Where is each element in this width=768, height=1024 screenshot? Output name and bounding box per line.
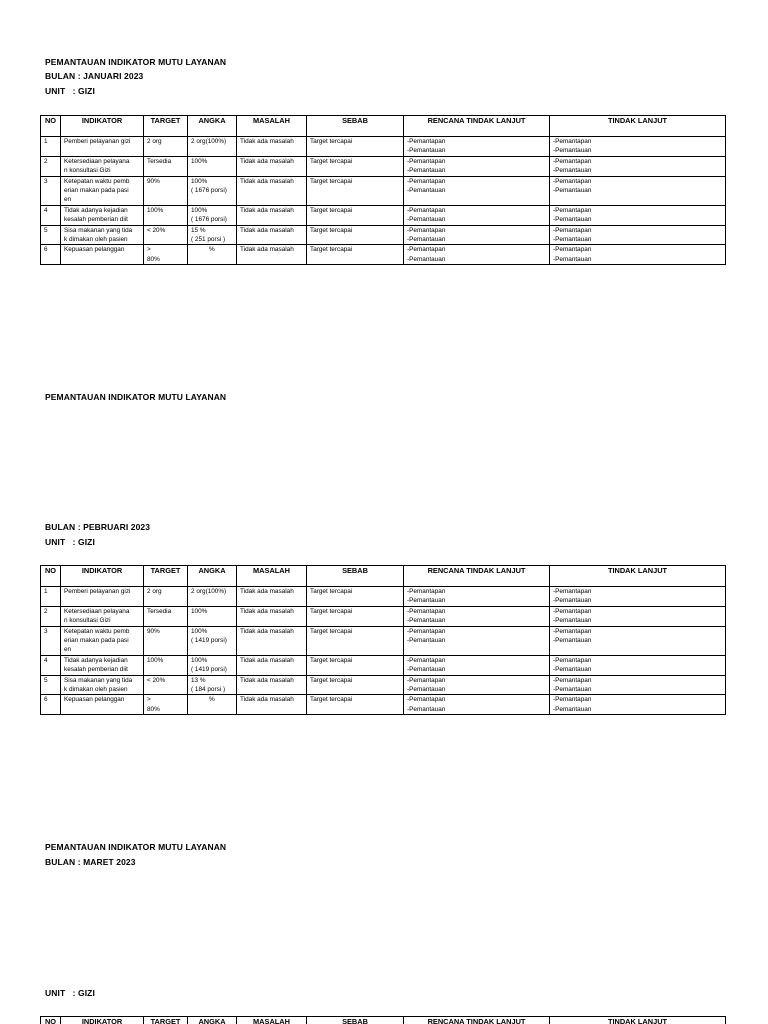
- cell-angka: [188, 626, 237, 655]
- cell-target: [144, 606, 188, 626]
- cell-line: -Pemantauan: [553, 617, 592, 625]
- cell-line: Tersedia: [147, 607, 172, 615]
- cell-masalah: Tidak ada masalah: [237, 655, 307, 675]
- cell-sebab: Target tercapai: [307, 176, 404, 205]
- cell-sebab: Target tercapai: [307, 606, 404, 626]
- cell-line: Tidak adanya kejadian: [64, 656, 128, 664]
- report-unit-february: UNIT : GIZI: [45, 537, 95, 547]
- cell-line: -Pemantauan: [553, 597, 592, 605]
- cell-target: [144, 675, 188, 695]
- table-row: [41, 587, 726, 607]
- cell-angka: [188, 675, 237, 695]
- header-indikator: INDIKATOR: [61, 1017, 144, 1024]
- cell-line: Sisa makanan yang tida: [64, 226, 133, 234]
- cell-line: ( 1419 porsi): [191, 666, 227, 674]
- cell-line: Tidak adanya kejadian: [64, 206, 128, 214]
- cell-target: [144, 137, 188, 157]
- cell-line: >: [147, 696, 151, 704]
- cell-line: -Pemantauan: [553, 216, 592, 224]
- cell-line: en: [64, 196, 72, 204]
- header-rencana-tindak-lanjut: RENCANA TINDAK LANJUT: [404, 1017, 550, 1024]
- cell-target: [144, 587, 188, 607]
- cell-line: -Pemantapan: [407, 607, 446, 615]
- cell-line: -Pemantapan: [553, 607, 592, 615]
- table-row: [41, 626, 726, 655]
- cell-line: 100%: [191, 206, 208, 214]
- table-row: [41, 225, 726, 245]
- cell-line: Ketersediaan pelayana: [64, 157, 130, 165]
- cell-indikator: [61, 156, 144, 176]
- cell-no: 1: [41, 137, 61, 157]
- cell-no: 6: [41, 245, 61, 265]
- header-angka: ANGKA: [188, 116, 237, 137]
- header-target: TARGET: [144, 566, 188, 587]
- cell-line: -Pemantapan: [553, 246, 592, 254]
- table-row: [41, 245, 726, 265]
- cell-rencana-tindak-lanjut: [404, 655, 550, 675]
- cell-line: -Pemantapan: [407, 246, 446, 254]
- cell-rencana-tindak-lanjut: [404, 176, 550, 205]
- cell-line: -Pemantauan: [553, 187, 592, 195]
- cell-tindak-lanjut: [550, 606, 726, 626]
- cell-line: -Pemantapan: [553, 676, 592, 684]
- cell-sebab: Target tercapai: [307, 675, 404, 695]
- cell-line: Tersedia: [147, 157, 172, 165]
- cell-line: Kepuasan pelanggan: [64, 696, 125, 704]
- cell-rencana-tindak-lanjut: [404, 675, 550, 695]
- cell-target: [144, 695, 188, 715]
- cell-tindak-lanjut: [550, 655, 726, 675]
- cell-rencana-tindak-lanjut: [404, 695, 550, 715]
- cell-tindak-lanjut: [550, 587, 726, 607]
- cell-masalah: Tidak ada masalah: [237, 176, 307, 205]
- report-unit-january: UNIT : GIZI: [45, 86, 95, 96]
- cell-line: -Pemantapan: [407, 138, 446, 145]
- header-sebab: SEBAB: [307, 116, 404, 137]
- cell-line: -Pemantauan: [407, 187, 446, 195]
- cell-rencana-tindak-lanjut: [404, 156, 550, 176]
- header-no-line: O: [50, 1017, 57, 1024]
- cell-angka: [188, 137, 237, 157]
- indicator-table-march: [40, 1016, 726, 1024]
- cell-masalah: Tidak ada masalah: [237, 626, 307, 655]
- table-row: [41, 156, 726, 176]
- cell-line: -Pemantapan: [553, 157, 592, 165]
- cell-target: [144, 626, 188, 655]
- cell-line: -Pemantauan: [553, 236, 592, 244]
- cell-line: 15 %: [191, 226, 206, 234]
- cell-line: Ketersediaan pelayana: [64, 607, 130, 615]
- cell-indikator: [61, 626, 144, 655]
- cell-line: -Pemantauan: [553, 147, 592, 155]
- cell-rencana-tindak-lanjut: [404, 245, 550, 265]
- report-unit-march: UNIT : GIZI: [45, 988, 95, 998]
- cell-no: 6: [41, 695, 61, 715]
- cell-line: < 20%: [147, 226, 166, 234]
- cell-line: 2 org(100%): [191, 588, 227, 595]
- cell-target: [144, 205, 188, 225]
- cell-tindak-lanjut: [550, 156, 726, 176]
- cell-no: 5: [41, 675, 61, 695]
- table-header-row: [41, 116, 726, 137]
- cell-line: -Pemantapan: [553, 226, 592, 234]
- header-masalah: MASALAH: [237, 116, 307, 137]
- header-indikator: INDIKATOR: [61, 116, 144, 137]
- cell-target: [144, 156, 188, 176]
- cell-line: -Pemantapan: [553, 656, 592, 664]
- cell-line: Pemberi pelayanan gizi: [64, 138, 131, 145]
- header-tindak-lanjut: TINDAK LANJUT: [550, 1017, 726, 1024]
- cell-line: Sisa makanan yang tida: [64, 676, 133, 684]
- table-row: [41, 137, 726, 157]
- header-no: [41, 1017, 61, 1024]
- cell-indikator: [61, 205, 144, 225]
- cell-indikator: [61, 245, 144, 265]
- cell-masalah: Tidak ada masalah: [237, 695, 307, 715]
- table-header-row: [41, 566, 726, 587]
- cell-line: -Pemantauan: [407, 147, 446, 155]
- cell-line: 90%: [147, 177, 160, 185]
- cell-tindak-lanjut: [550, 225, 726, 245]
- cell-no: 2: [41, 606, 61, 626]
- cell-line: kesalah pemberian diit: [64, 216, 128, 224]
- cell-line: 100%: [191, 177, 208, 185]
- cell-masalah: Tidak ada masalah: [237, 137, 307, 157]
- cell-sebab: Target tercapai: [307, 626, 404, 655]
- header-sebab: SEBAB: [307, 1017, 404, 1024]
- cell-line: -Pemantauan: [553, 167, 592, 175]
- cell-masalah: Tidak ada masalah: [237, 606, 307, 626]
- cell-line: 100%: [147, 656, 164, 664]
- cell-tindak-lanjut: [550, 137, 726, 157]
- cell-line: 100%: [147, 206, 164, 214]
- cell-line: 80%: [147, 705, 160, 713]
- cell-masalah: Tidak ada masalah: [237, 675, 307, 695]
- cell-line: Ketepatan waktu pemb: [64, 177, 130, 185]
- cell-masalah: Tidak ada masalah: [237, 156, 307, 176]
- cell-line: ( 1419 porsi): [191, 637, 227, 645]
- header-no-line: N: [44, 566, 51, 575]
- cell-line: < 20%: [147, 676, 166, 684]
- cell-masalah: Tidak ada masalah: [237, 225, 307, 245]
- cell-target: [144, 655, 188, 675]
- cell-line: -Pemantauan: [407, 216, 446, 224]
- header-no: [41, 116, 61, 137]
- cell-indikator: [61, 675, 144, 695]
- cell-line: -Pemantapan: [553, 177, 592, 185]
- header-rencana-tindak-lanjut: RENCANA TINDAK LANJUT: [404, 116, 550, 137]
- cell-angka: [188, 606, 237, 626]
- cell-indikator: [61, 137, 144, 157]
- header-masalah: MASALAH: [237, 1017, 307, 1024]
- header-rencana-tindak-lanjut: RENCANA TINDAK LANJUT: [404, 566, 550, 587]
- cell-target: [144, 245, 188, 265]
- cell-no: 5: [41, 225, 61, 245]
- cell-angka: [188, 245, 237, 265]
- table-row: [41, 675, 726, 695]
- cell-line: 90%: [147, 627, 160, 635]
- cell-angka: [188, 655, 237, 675]
- cell-no: 4: [41, 205, 61, 225]
- cell-sebab: Target tercapai: [307, 245, 404, 265]
- cell-line: Kepuasan pelanggan: [64, 246, 125, 254]
- cell-line: -Pemantapan: [553, 138, 592, 145]
- cell-line: -Pemantauan: [553, 637, 592, 645]
- cell-line: 100%: [191, 627, 208, 635]
- cell-line: -Pemantapan: [407, 696, 446, 704]
- table-header-row: [41, 1017, 726, 1024]
- header-target: TARGET: [144, 116, 188, 137]
- cell-line: -Pemantauan: [407, 236, 446, 244]
- indicator-table-march-clip: [0, 1016, 768, 1024]
- cell-line: -Pemantapan: [553, 627, 592, 635]
- header-no-line: N: [44, 116, 51, 125]
- cell-line: Ketepatan waktu pemb: [64, 627, 130, 635]
- cell-line: -Pemantapan: [553, 696, 592, 704]
- table-row: [41, 655, 726, 675]
- cell-sebab: Target tercapai: [307, 587, 404, 607]
- cell-rencana-tindak-lanjut: [404, 205, 550, 225]
- cell-sebab: Target tercapai: [307, 205, 404, 225]
- header-indikator: INDIKATOR: [61, 566, 144, 587]
- cell-line: ( 1676 porsi): [191, 216, 227, 224]
- indicator-table-january: [40, 115, 726, 265]
- cell-tindak-lanjut: [550, 176, 726, 205]
- cell-line: erian makan pada pasi: [64, 187, 129, 195]
- cell-line: -Pemantapan: [407, 656, 446, 664]
- table-row: [41, 606, 726, 626]
- cell-sebab: Target tercapai: [307, 655, 404, 675]
- cell-indikator: [61, 587, 144, 607]
- cell-line: -Pemantauan: [407, 705, 446, 713]
- cell-indikator: [61, 176, 144, 205]
- table-row: [41, 205, 726, 225]
- cell-angka: [188, 205, 237, 225]
- report-title-march: PEMANTAUAN INDIKATOR MUTU LAYANAN: [45, 842, 227, 852]
- cell-line: ( 184 porsi ): [191, 686, 226, 694]
- report-title-february: PEMANTAUAN INDIKATOR MUTU LAYANAN: [45, 392, 227, 402]
- table-row: [41, 695, 726, 715]
- cell-indikator: [61, 695, 144, 715]
- cell-line: -Pemantapan: [553, 206, 592, 214]
- cell-line: -Pemantauan: [553, 705, 592, 713]
- cell-masalah: Tidak ada masalah: [237, 587, 307, 607]
- cell-no: 3: [41, 176, 61, 205]
- cell-rencana-tindak-lanjut: [404, 587, 550, 607]
- cell-line: -Pemantapan: [407, 157, 446, 165]
- cell-line: k dimakan oleh pasien: [64, 686, 128, 694]
- cell-line: -Pemantauan: [407, 666, 446, 674]
- cell-rencana-tindak-lanjut: [404, 606, 550, 626]
- cell-line: >: [147, 246, 151, 254]
- cell-sebab: Target tercapai: [307, 137, 404, 157]
- cell-line: Pemberi pelayanan gizi: [64, 588, 131, 595]
- cell-angka: [188, 176, 237, 205]
- cell-line: %: [209, 246, 215, 254]
- cell-tindak-lanjut: [550, 245, 726, 265]
- table-row: [41, 176, 726, 205]
- header-tindak-lanjut: TINDAK LANJUT: [550, 116, 726, 137]
- indicator-table-february: [40, 565, 726, 715]
- cell-line: -Pemantauan: [407, 617, 446, 625]
- cell-line: -Pemantauan: [407, 686, 446, 694]
- cell-line: -Pemantapan: [407, 627, 446, 635]
- cell-no: 4: [41, 655, 61, 675]
- cell-line: -Pemantauan: [553, 686, 592, 694]
- header-no-line: O: [50, 116, 57, 125]
- cell-line: -Pemantauan: [407, 597, 446, 605]
- cell-no: 1: [41, 587, 61, 607]
- cell-line: k dimakan oleh pasien: [64, 236, 128, 244]
- cell-line: en: [64, 646, 72, 654]
- cell-line: 2 org: [147, 138, 162, 145]
- header-sebab: SEBAB: [307, 566, 404, 587]
- cell-sebab: Target tercapai: [307, 695, 404, 715]
- cell-line: ( 1676 porsi): [191, 187, 227, 195]
- cell-tindak-lanjut: [550, 695, 726, 715]
- cell-line: -Pemantapan: [407, 206, 446, 214]
- cell-line: -Pemantauan: [407, 167, 446, 175]
- cell-tindak-lanjut: [550, 205, 726, 225]
- header-no-line: O: [50, 566, 57, 575]
- cell-line: -Pemantapan: [553, 588, 592, 595]
- cell-rencana-tindak-lanjut: [404, 225, 550, 245]
- cell-line: 100%: [191, 607, 208, 615]
- cell-line: 2 org: [147, 588, 162, 595]
- cell-line: 100%: [191, 157, 208, 165]
- cell-target: [144, 225, 188, 245]
- header-masalah: MASALAH: [237, 566, 307, 587]
- cell-line: 100%: [191, 656, 208, 664]
- cell-no: 3: [41, 626, 61, 655]
- cell-line: -Pemantapan: [407, 676, 446, 684]
- header-angka: ANGKA: [188, 1017, 237, 1024]
- header-no-line: N: [44, 1017, 51, 1024]
- cell-line: n konsultasi Gizi: [64, 617, 111, 625]
- header-tindak-lanjut: TINDAK LANJUT: [550, 566, 726, 587]
- cell-sebab: Target tercapai: [307, 156, 404, 176]
- cell-angka: [188, 156, 237, 176]
- cell-line: erian makan pada pasi: [64, 637, 129, 645]
- report-month-january: BULAN : JANUARI 2023: [45, 71, 144, 81]
- cell-indikator: [61, 225, 144, 245]
- cell-line: 80%: [147, 255, 160, 263]
- cell-masalah: Tidak ada masalah: [237, 205, 307, 225]
- cell-line: 13 %: [191, 676, 206, 684]
- header-no: [41, 566, 61, 587]
- cell-angka: [188, 587, 237, 607]
- cell-tindak-lanjut: [550, 675, 726, 695]
- cell-target: [144, 176, 188, 205]
- cell-line: -Pemantauan: [553, 666, 592, 674]
- header-angka: ANGKA: [188, 566, 237, 587]
- cell-rencana-tindak-lanjut: [404, 626, 550, 655]
- cell-line: n konsultasi Gizi: [64, 167, 111, 175]
- cell-line: -Pemantauan: [407, 255, 446, 263]
- report-title-january: PEMANTAUAN INDIKATOR MUTU LAYANAN: [45, 57, 227, 67]
- cell-line: kesalah pemberian diit: [64, 666, 128, 674]
- cell-line: -Pemantauan: [553, 255, 592, 263]
- report-month-february: BULAN : PEBRUARI 2023: [45, 522, 151, 532]
- cell-line: -Pemantapan: [407, 588, 446, 595]
- cell-no: 2: [41, 156, 61, 176]
- header-target: TARGET: [144, 1017, 188, 1024]
- cell-line: 2 org(100%): [191, 138, 227, 145]
- cell-rencana-tindak-lanjut: [404, 137, 550, 157]
- cell-line: -Pemantapan: [407, 226, 446, 234]
- cell-line: ( 251 porsi ): [191, 236, 226, 244]
- report-month-march: BULAN : MARET 2023: [45, 857, 136, 867]
- cell-indikator: [61, 606, 144, 626]
- cell-line: -Pemantauan: [407, 637, 446, 645]
- cell-line: -Pemantapan: [407, 177, 446, 185]
- cell-tindak-lanjut: [550, 626, 726, 655]
- cell-sebab: Target tercapai: [307, 225, 404, 245]
- cell-angka: [188, 695, 237, 715]
- cell-masalah: Tidak ada masalah: [237, 245, 307, 265]
- cell-indikator: [61, 655, 144, 675]
- cell-line: %: [209, 696, 215, 704]
- cell-angka: [188, 225, 237, 245]
